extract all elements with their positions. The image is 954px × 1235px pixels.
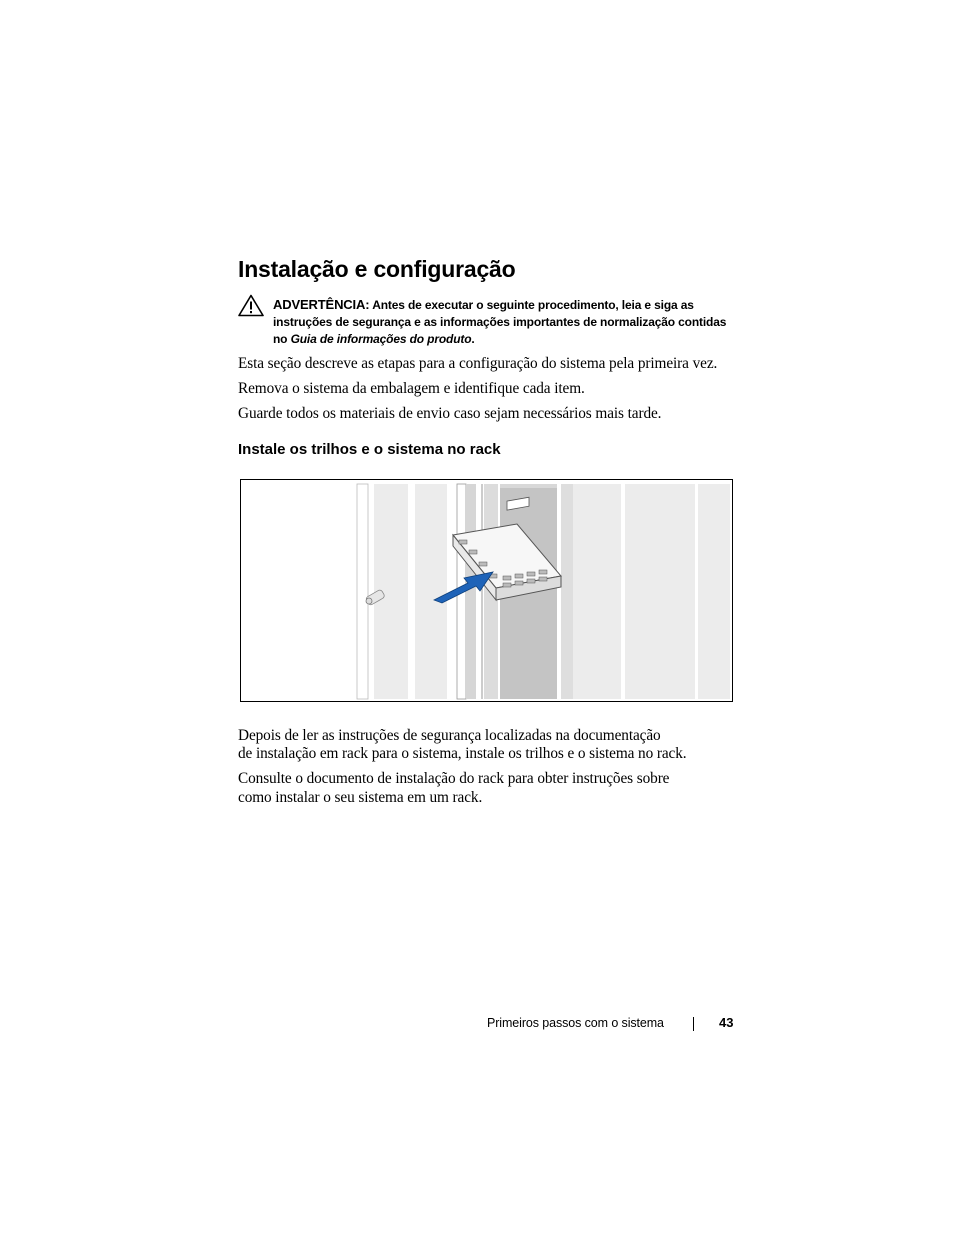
product-info-guide-title: Guia de informações do produto [290, 332, 472, 346]
rack-installation-figure [240, 479, 733, 702]
body-paragraph: Depois de ler as instruções de segurança localizadas na documentação [238, 727, 661, 744]
warning-text: Antes de executar o seguinte procedimento, leia e siga as instruções de segurança e as informações importantes de normalização contidas no [273, 298, 727, 346]
warning-notice [273, 296, 743, 348]
page-number: 43 [719, 1015, 734, 1030]
page-title: Instalação e configuração [238, 256, 516, 282]
intro-paragraph: Esta seção descreve as etapas para a configuração do sistema pela primeira vez. [238, 355, 718, 372]
body-paragraph: Consulte o documento de instalação do rack para obter instruções sobre [238, 770, 670, 787]
warning-label: ADVERTÊNCIA: [273, 297, 370, 312]
section-heading: Instale os trilhos e o sistema no rack [238, 441, 501, 458]
intro-paragraph: Guarde todos os materiais de envio caso sejam necessários mais tarde. [238, 405, 662, 422]
warning-text-end: . [471, 332, 475, 346]
server-rack-illustration [241, 480, 733, 702]
body-paragraph: de instalação em rack para o sistema, instale os trilhos e o sistema no rack. [238, 745, 687, 762]
footer-divider [693, 1017, 694, 1031]
intro-paragraph: Remova o sistema da embalagem e identifique cada item. [238, 380, 585, 397]
footer-chapter-title: Primeiros passos com o sistema [487, 1016, 664, 1030]
warning-triangle-icon [238, 294, 264, 317]
body-paragraph: como instalar o seu sistema em um rack. [238, 789, 483, 806]
